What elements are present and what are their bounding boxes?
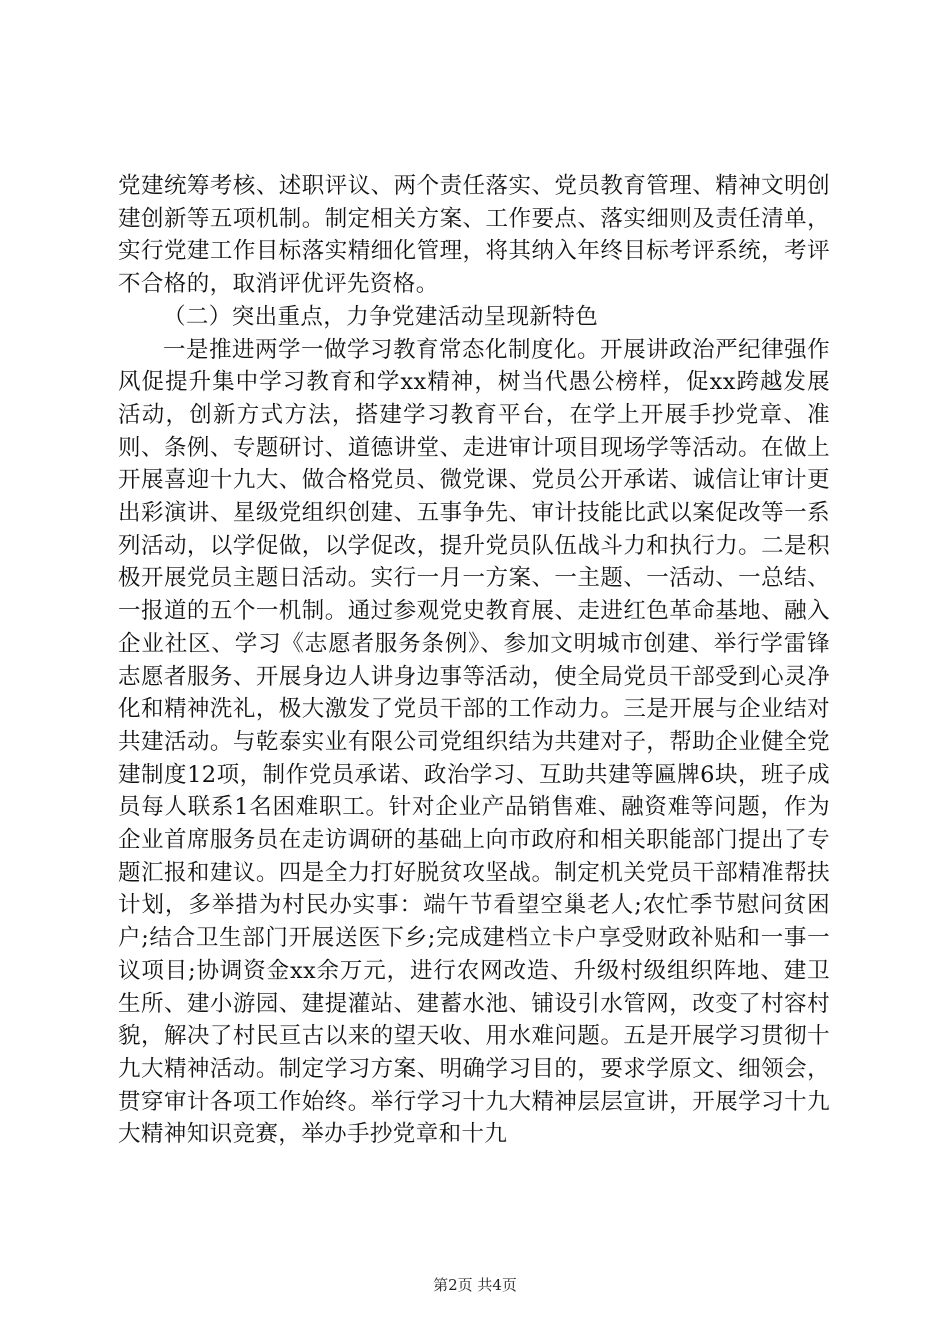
page-footer: 第2页 共4页 [433,1276,517,1294]
paragraph-continuation: 党建统筹考核、述职评议、两个责任落实、党员教育管理、精神文明创建创新等五项机制。制定相关方案、工作要点、落实细则及责任清单，实行党建工作目标落实精细化管理，将其纳入年终目标考评系统，考评不合格的，取消评优评先资格。 [118,173,830,298]
section-heading: （二）突出重点，力争党建活动呈现新特色 [163,303,599,330]
paragraph-activities: 一是推进两学一做学习教育常态化制度化。开展讲政治严纪律强作风促提升集中学习教育和学xx精神，树当代愚公榜样，促xx跨越发展活动，创新方式方法，搭建学习教育平台，在学上开展手抄党章、准则、条例、专题研讨、道德讲堂、走进审计项目现场学等活动。在做上开展喜迎十九大、做合格党员、微党课、党员公开承诺、诚信让审计更出彩演讲、星级党组织创建、五事争先、审计技能比武以案促改等一系列活动，以学促做，以学促改，提升党员队伍战斗力和执行力。二是积极开展党员主题日活动。实行一月一方案、一主题、一活动、一总结、一报道的五个一机制。通过参观党史教育展、走进红色革命基地、融入企业社区、学习《志愿者服务条例》、参加文明城市创建、举行学雷锋志愿者服务、开展身边人讲身边事等活动，使全局党员干部受到心灵净化和精神洗礼，极大激发了党员干部的工作动力。三是开展与企业结对共建活动。与乾泰实业有限公司党组织结为共建对子，帮助企业健全党建制度12项，制作党员承诺、政治学习、互助共建等匾牌6块，班子成员每人联系1名困难职工。针对企业产品销售难、融资难等问题，作为企业首席服务员在走访调研的基础上向市政府和相关职能部门提出了专题汇报和建议。四是全力打好脱贫攻坚战。制定机关党员干部精准帮扶计划，多举措为村民办实事：端午节看望空巢老人;农忙季节慰问贫困户;结合卫生部门开展送医下乡;完成建档立卡户享受财政补贴和一事一议项目;协调资金xx余万元，进行农网改造、升级村级组织阵地、建卫生所、建小游园、建提灌站、建蓄水池、铺设引水管网，改变了村容村貌，解决了村民亘古以来的望天收、用水难问题。五是开展学习贯彻十九大精神活动。制定学习方案、明确学习目的，要求学原文、细领会，贯穿审计各项工作始终。举行学习十九大精神层层宣讲，开展学习十九大精神知识竞赛，举办手抄党章和十九 [118,336,830,1148]
document-body [118,170,830,1151]
